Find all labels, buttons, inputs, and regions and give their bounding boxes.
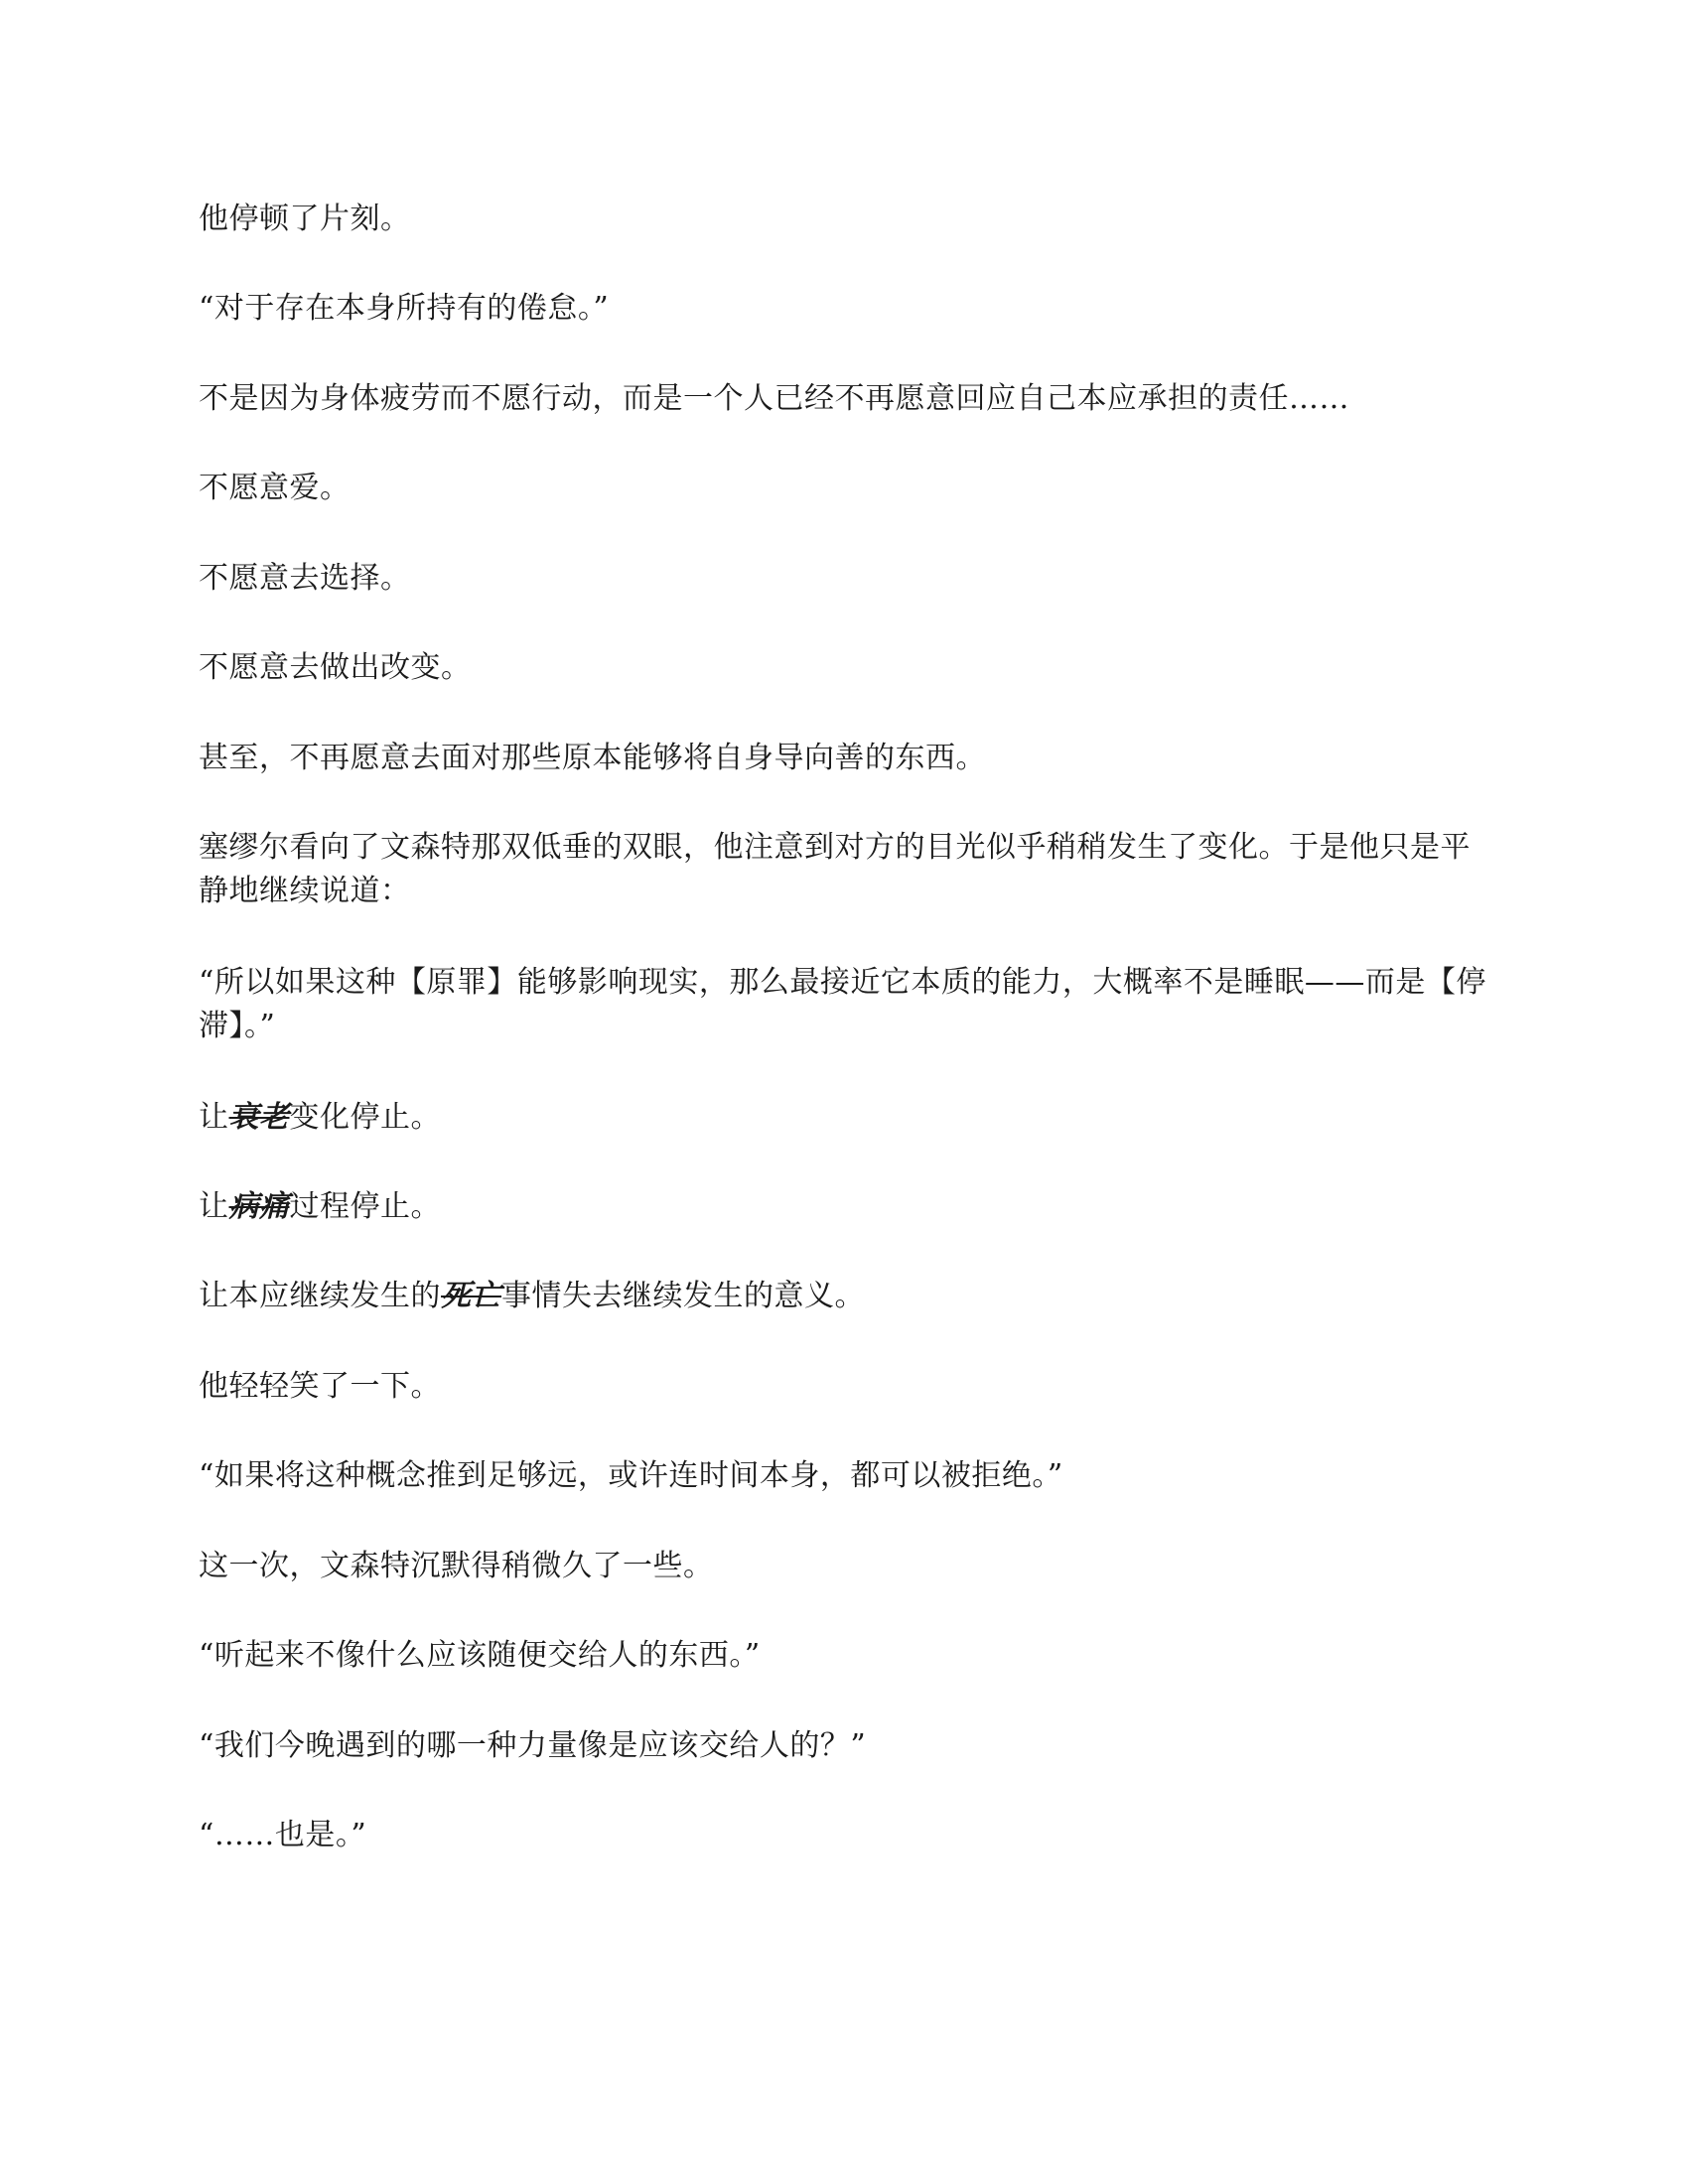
struck-line-after: 过程停止。	[289, 1189, 441, 1224]
paragraph-unwilling-choose: 不愿意去选择。	[199, 561, 411, 596]
paragraph-original-sin: “所以如果这种【原罪】能够影响现实，那么最接近它本质的能力，大概率不是睡眠——而是【停滞】。”	[199, 965, 1486, 1043]
paragraph-face-good: 甚至，不再愿意去面对那些原本能够将自身导向善的东西。	[199, 741, 986, 775]
paragraph-pause: 他停顿了片刻。	[199, 202, 411, 236]
paragraph-unwilling-change: 不愿意去做出改变。	[199, 650, 472, 685]
struck-line-before: 让	[199, 1100, 229, 1135]
paragraph-reject-time: “如果将这种概念推到足够远，或许连时间本身，都可以被拒绝。”	[199, 1458, 1063, 1493]
struck-line-before: 让本应继续发生的	[199, 1279, 441, 1313]
paragraph-not-given: “听起来不像什么应该随便交给人的东西。”	[199, 1638, 761, 1673]
struck-line-before: 让	[199, 1189, 229, 1224]
paragraph-unwilling-love: 不愿意爱。	[199, 471, 351, 505]
paragraph-vincent-silent: 这一次，文森特沉默得稍微久了一些。	[199, 1549, 714, 1583]
struck-line-aging	[199, 1096, 1489, 1140]
struck-line-after: 事情失去继续发生的意义。	[501, 1279, 865, 1313]
struck-line-illness	[199, 1185, 1489, 1229]
paragraph-not-fatigue: 不是因为身体疲劳而不愿行动，而是一个人已经不再愿意回应自己本应承担的责任……	[199, 381, 1349, 416]
paragraph-samuel-looks: 塞缪尔看向了文森特那双低垂的双眼，他注意到对方的目光似乎稍稍发生了变化。于是他只是平静地继续说道：	[199, 830, 1471, 908]
struck-word: 死亡	[441, 1279, 501, 1313]
paragraph-also-true: “……也是。”	[199, 1818, 367, 1852]
paragraph-quote-weariness: “对于存在本身所持有的倦怠。”	[199, 291, 610, 326]
struck-line-after: 变化停止。	[289, 1100, 441, 1135]
struck-word: 衰老	[228, 1100, 290, 1135]
paragraph-which-power: “我们今晚遇到的哪一种力量像是应该交给人的？”	[199, 1728, 867, 1763]
paragraph-laugh: 他轻轻笑了一下。	[199, 1369, 441, 1404]
struck-line-death	[199, 1275, 1489, 1318]
struck-word: 病痛	[228, 1189, 290, 1224]
